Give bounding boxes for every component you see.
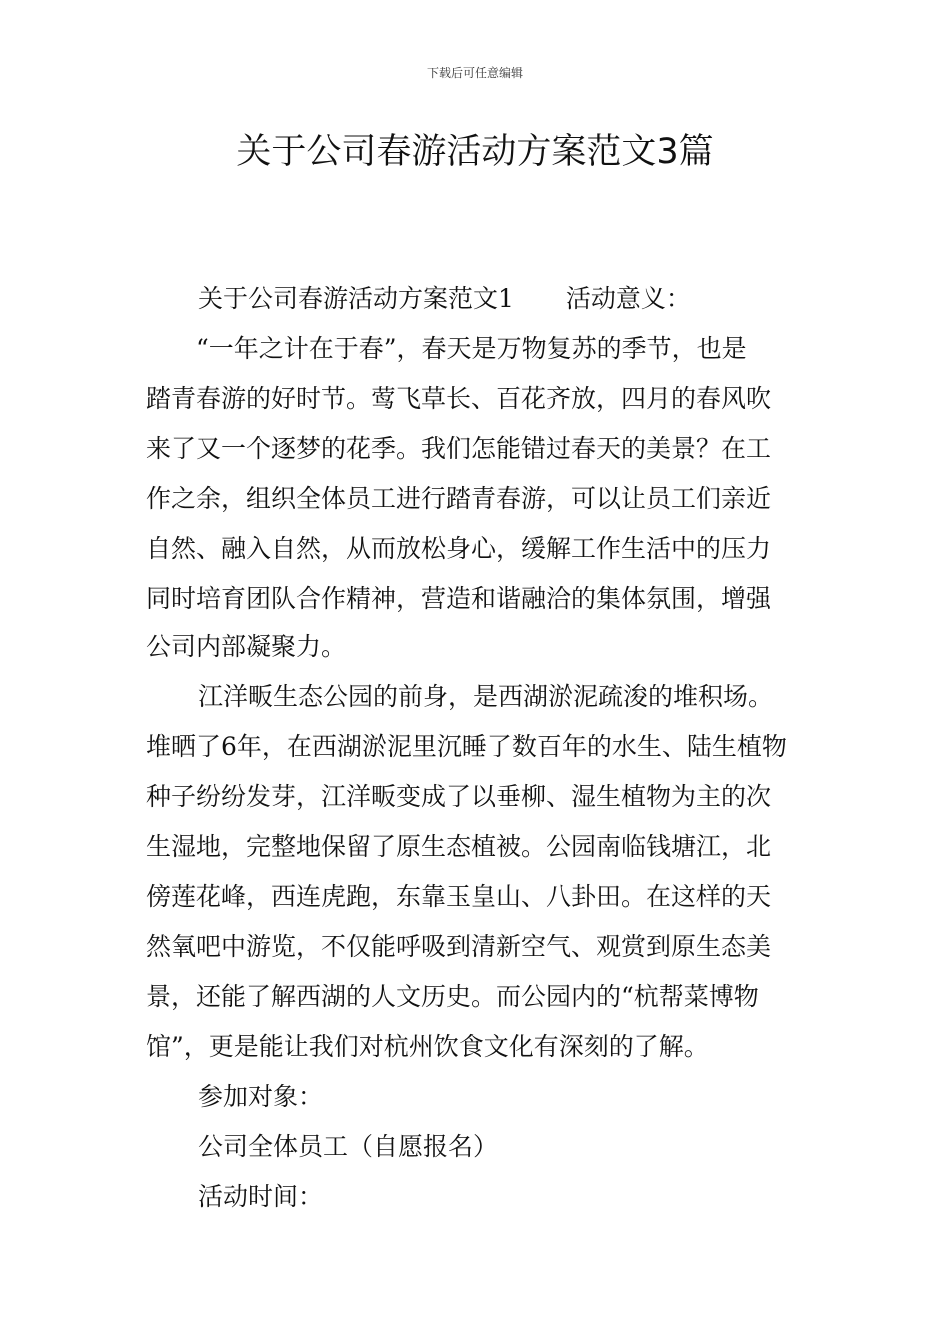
section-heading: 关于公司春游活动方案范文1 — [198, 284, 514, 313]
body-line: 公司内部凝聚力。 — [146, 632, 347, 661]
header-note: 下载后可任意编辑 — [426, 66, 523, 80]
body-line: 傍莲花峰，西连虎跑，东靠玉皇山、八卦田。在这样的天 — [146, 882, 772, 911]
body-line: 种子纷纷发芽，江洋畈变成了以垂柳、湿生植物为主的次 — [146, 782, 772, 811]
body-line: 生湿地，完整地保留了原生态植被。公园南临钱塘江，北 — [146, 832, 772, 861]
subsection-heading: 活动意义： — [565, 284, 691, 313]
body-line: 江洋畈生态公园的前身，是西湖淤泥疏浚的堆积场。 — [198, 682, 774, 711]
body-line: 馆”，更是能让我们对杭州饮食文化有深刻的了解。 — [146, 1032, 709, 1061]
body-line: 活动时间： — [198, 1182, 324, 1211]
body-line: “一年之计在于春”，春天是万物复苏的季节，也是 — [196, 334, 747, 363]
body-line: 来了又一个逐梦的花季。我们怎能错过春天的美景？在工 — [146, 434, 772, 463]
body-line: 自然、融入自然，从而放松身心，缓解工作生活中的压力 — [146, 534, 772, 563]
body-line: 景，还能了解西湖的人文历史。而公园内的“杭帮菜博物 — [146, 982, 759, 1011]
body-line: 然氧吧中游览，不仅能呼吸到清新空气、观赏到原生态美 — [146, 932, 772, 961]
body-line: 公司全体员工（自愿报名） — [198, 1132, 499, 1161]
body-line: 参加对象： — [198, 1082, 324, 1111]
body-line: 同时培育团队合作精神，营造和谐融洽的集体氛围，增强 — [146, 584, 772, 613]
body-line — [198, 284, 691, 314]
document-title: 关于公司春游活动方案范文3篇 — [236, 132, 714, 172]
body-line: 作之余，组织全体员工进行踏青春游，可以让员工们亲近 — [146, 484, 772, 513]
body-line: 踏青春游的好时节。莺飞草长、百花齐放，四月的春风吹 — [146, 384, 772, 413]
body-line: 堆晒了6年，在西湖淤泥里沉睡了数百年的水生、陆生植物 — [146, 732, 787, 761]
